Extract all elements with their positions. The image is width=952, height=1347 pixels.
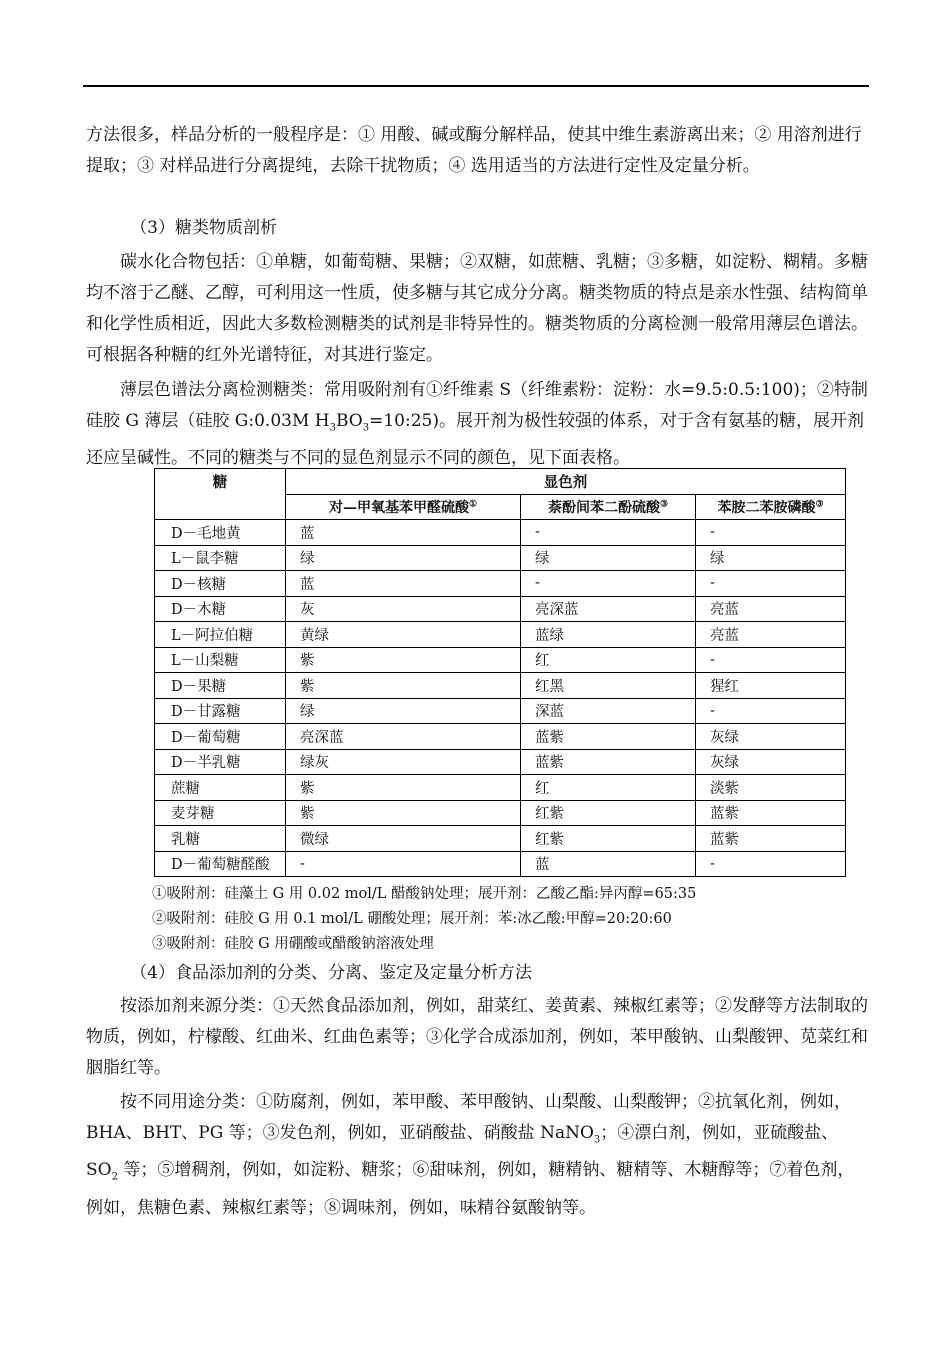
note-2: ②吸附剂：硅胶 G 用 0.1 mol/L 硼酸处理；展开剂：苯:冰乙酸:甲醇=20:20:60 [152, 911, 672, 927]
sugar-name-cell: L－山梨糖 [155, 647, 286, 673]
color-cell: 绿 [696, 545, 846, 571]
color-cell: - [286, 851, 521, 877]
note-1: ①吸附剂：硅藻土 G 用 0.02 mol/L 醋酸钠处理；展开剂：乙酸乙酯:异丙醇=65:35 [152, 886, 697, 902]
color-cell: 猩红 [696, 673, 846, 699]
color-cell: 红 [521, 775, 696, 801]
color-cell: 绿 [286, 698, 521, 724]
color-cell: 紫 [286, 800, 521, 826]
color-cell: 红紫 [521, 826, 696, 852]
sugar-color-table [154, 468, 846, 877]
table-row [155, 520, 846, 546]
color-cell: 亮蓝 [696, 622, 846, 648]
sugar-name-cell: D－葡萄糖醛酸 [155, 851, 286, 877]
paragraph-vitamin-procedure: 方法很多，样品分析的一般程序是：① 用酸、碱或酶分解样品，使其中维生素游离出来；② 用溶剂进行提取；③ 对样品进行分离提纯，去除干扰物质；④ 选用适当的方法进行定性及定量分析。 [86, 125, 862, 176]
table-row [155, 749, 846, 775]
color-cell: 灰绿 [696, 749, 846, 775]
color-cell: 灰 [286, 596, 521, 622]
note-3: ③吸附剂：硅胶 G 用硼酸或醋酸钠溶液处理 [152, 936, 434, 952]
color-cell: 亮深蓝 [521, 596, 696, 622]
color-cell: - [696, 571, 846, 597]
col-sugar-header: 糖 [155, 469, 286, 520]
color-cell: - [521, 571, 696, 597]
table-row [155, 545, 846, 571]
color-cell: 蓝紫 [521, 749, 696, 775]
color-cell: 亮深蓝 [286, 724, 521, 750]
table-row [155, 724, 846, 750]
color-cell: 微绿 [286, 826, 521, 852]
color-cell: 灰绿 [696, 724, 846, 750]
color-cell: 红黑 [521, 673, 696, 699]
color-cell: 红 [521, 647, 696, 673]
table-row [155, 698, 846, 724]
color-cell: 紫 [286, 673, 521, 699]
color-cell: 绿 [521, 545, 696, 571]
reagent-header-1: 对—甲氧基苯甲醛硫酸① [286, 494, 521, 520]
color-cell: 黄绿 [286, 622, 521, 648]
table-row [155, 622, 846, 648]
sugar-name-cell: D－核糖 [155, 571, 286, 597]
color-cell: 紫 [286, 775, 521, 801]
color-cell: 蓝紫 [696, 800, 846, 826]
color-cell: 淡紫 [696, 775, 846, 801]
sugar-name-cell: D－毛地黄 [155, 520, 286, 546]
table-row [155, 826, 846, 852]
table-row [155, 596, 846, 622]
sugar-name-cell: 乳糖 [155, 826, 286, 852]
sugar-name-cell: D－甘露糖 [155, 698, 286, 724]
color-cell: 深蓝 [521, 698, 696, 724]
paragraph-additive-use: 按不同用途分类：①防腐剂，例如，苯甲酸、苯甲酸钠、山梨酸、山梨酸钾；②抗氧化剂，例如，BHA、BHT、PG 等；③发色剂，例如，亚硝酸盐、硝酸盐 NaNO$_3$；④漂白剂，例如，亚硫酸盐、$SO_2$ 等；⑤增稠剂，例如，如淀粉、糖浆；⑥甜味剂，例如，糖精钠、糖精等、木糖醇等；⑦着色剂，例如，焦糖色素、辣椒红素等；⑧调味剂，例如，味精谷氨酸钠等。 [86, 1092, 855, 1218]
table-row [155, 647, 846, 673]
section-4-heading: （4）食品添加剂的分类、分离、鉴定及定量分析方法 [130, 963, 533, 983]
sugar-name-cell: D－葡萄糖 [155, 724, 286, 750]
table-row [155, 571, 846, 597]
sugar-name-cell: L－阿拉伯糖 [155, 622, 286, 648]
color-cell: 亮蓝 [696, 596, 846, 622]
sugar-name-cell: D－半乳糖 [155, 749, 286, 775]
table-row [155, 851, 846, 877]
table-row [155, 775, 846, 801]
sugar-name-cell: 麦芽糖 [155, 800, 286, 826]
color-cell: - [696, 647, 846, 673]
color-cell: - [696, 698, 846, 724]
sugar-name-cell: 蔗糖 [155, 775, 286, 801]
color-cell: 蓝 [286, 520, 521, 546]
color-cell: 绿 [286, 545, 521, 571]
table-row [155, 800, 846, 826]
color-cell: 红紫 [521, 800, 696, 826]
color-cell: - [696, 520, 846, 546]
table-row [155, 673, 846, 699]
sugar-name-cell: D－果糖 [155, 673, 286, 699]
color-cell: - [521, 520, 696, 546]
reagent-header-2: 萘酚间苯二酚硫酸③ [521, 494, 696, 520]
section-3-heading: （3）糖类物质剖析 [130, 218, 278, 238]
color-cell: 蓝 [286, 571, 521, 597]
color-cell: 紫 [286, 647, 521, 673]
paragraph-carbohydrates: 碳水化合物包括：①单糖，如葡萄糖、果糖；②双糖，如蔗糖、乳糖；③多糖，如淀粉、糊精。多糖均不溶于乙醚、乙醇，可利用这一性质，使多糖与其它成分分离。糖类物质的特点是亲水性强、结构简单和化学性质相近，因此大多数检测糖类的试剂是非特异性的。糖类物质的分离检测一般常用薄层色谱法。可根据各种糖的红外光谱特征，对其进行鉴定。 [86, 252, 868, 365]
header-rule [83, 85, 869, 87]
color-cell: 绿灰 [286, 749, 521, 775]
col-reagent-header: 显色剂 [286, 469, 846, 495]
color-cell: - [696, 851, 846, 877]
table-header-row [155, 469, 846, 495]
table-notes [152, 882, 696, 957]
paragraph-additive-source: 按添加剂来源分类：①天然食品添加剂，例如，甜菜红、姜黄素、辣椒红素等；②发酵等方法制取的物质，例如，柠檬酸、红曲米、红曲色素等；③化学合成添加剂，例如，苯甲酸钠、山梨酸钾、苋菜红和胭脂红等。 [86, 996, 868, 1078]
reagent-header-3: 苯胺二苯胺磷酸③ [696, 494, 846, 520]
color-cell: 蓝绿 [521, 622, 696, 648]
paragraph-tlc: 薄层色谱法分离检测糖类：常用吸附剂有①纤维素 S（纤维素粉：淀粉：水=9.5:0.5:100)；②特制硅胶 G 薄层（硅胶 G:0.03M $H_3BO_3=10:25$)。展开剂为极性较强的体系，对于含有氨基的糖，展开剂还应呈碱性。不同的糖类与不同的显色剂显示不同的颜色，见下面表格。 [86, 380, 868, 469]
sugar-name-cell: L－鼠李糖 [155, 545, 286, 571]
color-cell: 蓝 [521, 851, 696, 877]
color-cell: 蓝紫 [696, 826, 846, 852]
color-cell: 蓝紫 [521, 724, 696, 750]
sugar-name-cell: D－木糖 [155, 596, 286, 622]
